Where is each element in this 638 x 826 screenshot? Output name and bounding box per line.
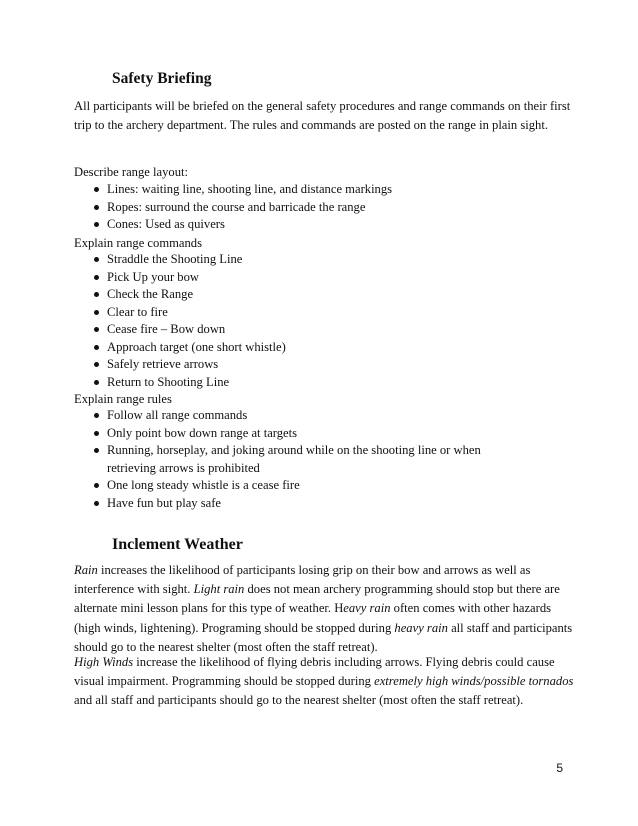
list-item: Cones: Used as quivers <box>74 216 574 234</box>
list-item: Ropes: surround the course and barricade the range <box>74 199 574 217</box>
bullet-icon <box>94 292 99 297</box>
range-layout-label: Describe range layout: <box>74 165 188 179</box>
bullet-icon <box>94 275 99 280</box>
safety-intro-paragraph: All participants will be briefed on the general safety procedures and range commands on their first trip to the archery department. The rules and commands are posted on the range in plain sight. <box>74 99 571 133</box>
list-item: Check the Range <box>74 286 574 304</box>
bullet-icon <box>94 222 99 227</box>
list-item: Clear to fire <box>74 304 574 322</box>
high-winds-term: High Winds <box>74 655 134 669</box>
list-item: Return to Shooting Line <box>74 374 574 392</box>
high-winds-paragraph: High Winds increase the likelihood of flying debris including arrows. Flying debris could cause visual impairment. Programming should be stopped during extremely high winds/possible tornados and all staff and participants should go to the nearest shelter (most often the staff retreat). <box>74 655 574 708</box>
bullet-icon <box>94 187 99 192</box>
list-item: One long steady whistle is a cease fire <box>74 477 574 495</box>
extreme-winds-term: extremely high winds/possible tornados <box>374 674 574 689</box>
safety-briefing-heading: Safety Briefing <box>112 70 212 87</box>
page-number: 5 <box>556 761 563 775</box>
bullet-icon <box>94 345 99 350</box>
list-item: Approach target (one short whistle) <box>74 339 574 357</box>
list-item: Lines: waiting line, shooting line, and distance markings <box>74 181 574 199</box>
bullet-icon <box>94 380 99 385</box>
list-item: Pick Up your bow <box>74 269 574 287</box>
list-item: Only point bow down range at targets <box>74 425 574 443</box>
list-item: Running, horseplay, and joking around while on the shooting line or when retrieving arrows is prohibited <box>74 442 574 477</box>
list-item: Cease fire – Bow down <box>74 321 574 339</box>
range-rules-list <box>74 407 574 512</box>
bullet-icon <box>94 413 99 418</box>
bullet-icon <box>94 257 99 262</box>
list-item: Have fun but play safe <box>74 495 574 513</box>
range-commands-label: Explain range commands <box>74 236 202 250</box>
bullet-icon <box>94 310 99 315</box>
inclement-weather-heading: Inclement Weather <box>112 536 243 553</box>
bullet-icon <box>94 205 99 210</box>
light-rain-term: Light rain <box>193 582 245 597</box>
bullet-icon <box>94 483 99 488</box>
bullet-icon <box>94 431 99 436</box>
rain-paragraph: Rain increases the likelihood of participants losing grip on their bow and arrows as well as interference with sight. Light rain does not mean archery programming should stop but there are alternate mini lesson plans for this type of weather. Heavy rain often comes with other hazards (high winds, lightening). Programing should be stopped during heavy rain all staff and participants should go to the nearest shelter (most often the staff retreat). <box>74 563 573 654</box>
range-commands-list <box>74 251 574 391</box>
range-layout-list <box>74 181 574 234</box>
heavy-rain-term: eavy rain <box>343 601 391 616</box>
list-item: Follow all range commands <box>74 407 574 425</box>
heavy-rain-term-2: heavy rain <box>394 620 448 635</box>
bullet-icon <box>94 327 99 332</box>
bullet-icon <box>94 362 99 367</box>
rain-term: Rain <box>74 563 98 577</box>
list-item: Straddle the Shooting Line <box>74 251 574 269</box>
list-item: Safely retrieve arrows <box>74 356 574 374</box>
bullet-icon <box>94 501 99 506</box>
bullet-icon <box>94 448 99 453</box>
range-rules-label: Explain range rules <box>74 392 172 406</box>
